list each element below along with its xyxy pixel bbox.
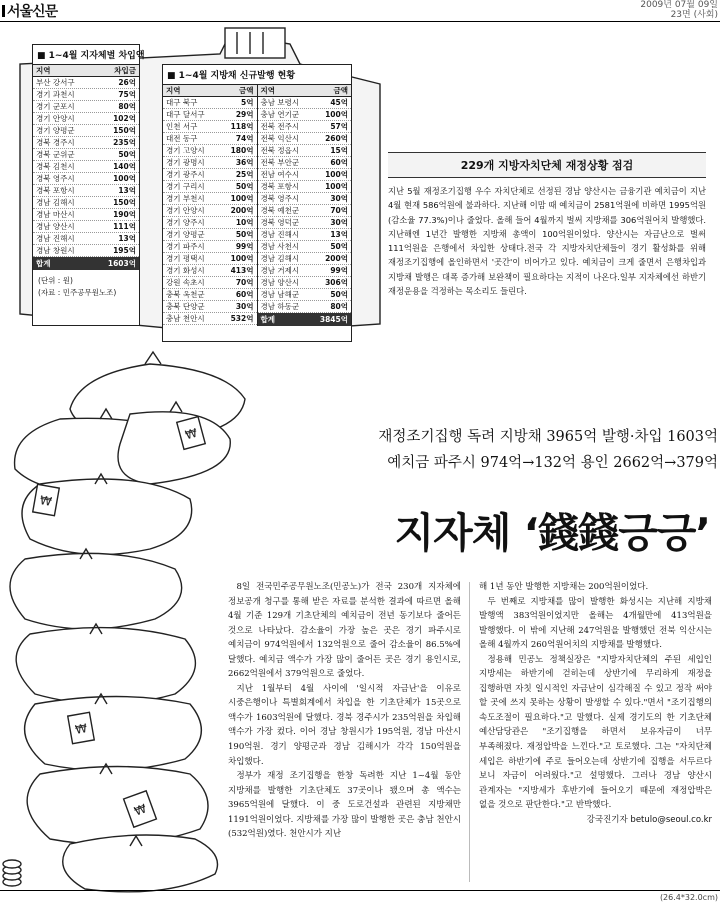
table-row [163, 229, 257, 241]
page-section: 23면 (사회) [670, 10, 718, 20]
amount-cell: 150억 [113, 198, 136, 207]
region-cell: 경기 구리시 [166, 182, 205, 191]
table-row [163, 205, 257, 217]
region-cell: 경북 영덕군 [260, 218, 300, 227]
region-cell: 부산 강서구 [36, 78, 75, 87]
amount-cell: 306억 [325, 278, 348, 287]
region-cell: 경남 김해시 [36, 198, 75, 207]
region-cell: 경기 광주시 [166, 170, 205, 179]
borrowing-table-total: 합계 1603억 [33, 257, 139, 270]
borrowing-table-rows [33, 77, 139, 257]
amount-cell: 200억 [325, 254, 348, 263]
table-row [258, 229, 352, 241]
table-row [33, 77, 139, 89]
region-cell: 충북 단양군 [166, 302, 205, 311]
table-row [163, 253, 257, 265]
table-row [258, 169, 352, 181]
borrowing-table-title: ■ 1~4월 지자체별 차입액 [37, 51, 145, 61]
region-cell: 전북 익산시 [260, 134, 300, 143]
region-cell: 경북 포항시 [260, 182, 300, 191]
table-row [163, 157, 257, 169]
amount-cell: 25억 [235, 170, 254, 179]
amount-cell: 50억 [330, 290, 348, 299]
region-cell: 경남 김해시 [260, 254, 300, 263]
amount-cell: 190억 [113, 210, 136, 219]
table-row [163, 241, 257, 253]
amount-cell: 10억 [235, 218, 254, 227]
table-row [33, 197, 139, 209]
article-paragraph: 정부가 재정 조기집행을 한창 독려한 지난 1~4월 동안 지방채를 발행한 기초단체도 37곳이나 됐으며 총 액수는 3965억원에 달했다. 이 중 도로건설과 관련된 지방채만 1191억원이었다. 지방채를 가장 많이 발행한 곳은 충남 천안시(532억원)였다. 천안시가 지난 [228, 771, 461, 840]
clipping-size: (26.4*32.0cm) [659, 893, 718, 902]
region-cell: 경남 사천시 [260, 242, 300, 251]
bond-table-total: 합계 3845억 [258, 313, 352, 326]
table-row [33, 113, 139, 125]
region-cell: 경남 진해시 [36, 234, 75, 243]
subheadlines [318, 424, 718, 476]
table-row [163, 109, 257, 121]
table-row [258, 205, 352, 217]
region-cell: 경남 양산시 [36, 222, 75, 231]
amount-cell: 15억 [330, 146, 348, 155]
table-row [258, 181, 352, 193]
amount-cell: 50억 [118, 150, 136, 159]
table-row [258, 121, 352, 133]
svg-text:₩: ₩ [132, 801, 149, 819]
amount-cell: 70억 [330, 206, 348, 215]
dateline [640, 0, 718, 20]
region-cell: 경기 안양시 [36, 114, 75, 123]
amount-cell: 13억 [118, 186, 136, 195]
amount-cell: 180억 [230, 146, 254, 155]
table-row [258, 301, 352, 313]
newspaper-logo [2, 1, 57, 21]
table-row [258, 193, 352, 205]
region-cell: 경기 고양시 [166, 146, 205, 155]
table-row [33, 221, 139, 233]
region-cell: 대구 북구 [166, 98, 198, 107]
table-row [258, 157, 352, 169]
amount-cell: 75억 [118, 90, 136, 99]
amount-cell: 260억 [325, 134, 348, 143]
table-row [33, 161, 139, 173]
deck-body: 지난 5월 재정조기집행 우수 자치단체로 선정된 경남 양산시는 금융기관 예치금이 지난 4월 현재 586억원에 불과하다. 지난해 이맘 때 예치금이 2581억원에 비하면 1995억원 (감소율 77.3%)이나 줄었다. 올해 들어 4월까지 벌써 지방채를 306억원어치 발행했다. 지난해엔 1년간 발행한 지방채 총액이 100억원이었다. 양산시는 자금난으로 벌써 111억원을 은행에서 차입한 상태다.전국 각 지방자치단체들이 경기 활성화를 위해 재정조기집행에 올인하면서 '곳간'이 비어가고 있다. 예치금이 크게 줄면서 은행차입과 지방채 발행은 대폭 증가해 보완책이 필요하다는 지적이 나온다.일부 지자체에선 하반기 재정운용을 걱정하는 목소리도 들린다. [388, 186, 706, 297]
masthead-divider [0, 21, 720, 22]
region-cell: 경북 예천군 [260, 206, 300, 215]
newspaper-name: 서울신문 [7, 4, 58, 20]
region-cell: 충남 천안시 [166, 314, 205, 323]
region-cell: 경남 하동군 [260, 302, 300, 311]
borrowing-table [32, 44, 145, 326]
region-cell: 전북 전주시 [260, 122, 300, 131]
region-cell: 경남 양산시 [260, 278, 300, 287]
table-row [33, 149, 139, 161]
table-row [163, 181, 257, 193]
region-cell: 전남 여수시 [260, 170, 300, 179]
svg-text:₩: ₩ [74, 721, 89, 737]
amount-cell: 30억 [235, 302, 254, 311]
table-row [258, 289, 352, 301]
article-paragraph: 지난 1월부터 4월 사이에 '일시적 자금난'을 이유로 시중은행이나 특별회계에서 차입을 한 기초단체가 15곳으로 액수가 1603억원에 달했다. 경북 경주시가 235억원을 차입해 액수가 가장 컸다. 이어 경남 창원시가 195억원, 경남 마산시 190억원. 경기 양평군과 경남 김해시가 각각 150억원을 차입했다. [228, 683, 461, 767]
amount-cell: 532억 [230, 314, 254, 323]
amount-cell: 100억 [325, 170, 348, 179]
article-paragraph: 두 번째로 지방채를 많이 발행한 화성시는 지난해 지방채 발행액 383억원이었지만 올해는 4개월만에 413억원을 발행했다. 이 밖에 지난해 247억원을 발행했던 전북 익산시는 올해 4월까지 260억원어치의 지방채를 발행했다. [479, 596, 712, 651]
amount-cell: 13억 [118, 234, 136, 243]
amount-cell: 74억 [235, 134, 254, 143]
region-cell: 경기 화성시 [166, 266, 205, 275]
region-cell: 경기 안양시 [166, 206, 205, 215]
article-paragraph: 해 1년 동안 발행한 지방채는 200억원이었다. [479, 582, 649, 592]
region-cell: 충남 연기군 [260, 110, 300, 119]
bond-issuance-table [162, 64, 352, 342]
table-row [33, 89, 139, 101]
bond-table-column-right [258, 97, 352, 313]
table-row [33, 125, 139, 137]
bond-table-title: ■ 1~4월 지방채 신규발행 현황 [167, 71, 296, 81]
table-row [163, 97, 257, 109]
region-cell: 강원 속초시 [166, 278, 205, 287]
region-cell: 경북 김천시 [36, 162, 75, 171]
amount-cell: 150억 [113, 126, 136, 135]
amount-cell: 100억 [230, 194, 254, 203]
table-row [258, 109, 352, 121]
bond-table-header-right: 지역 금액 [258, 84, 352, 97]
amount-cell: 80억 [118, 102, 136, 111]
amount-cell: 45억 [330, 98, 348, 107]
article-column-1 [228, 580, 461, 842]
amount-cell: 413억 [230, 266, 254, 275]
region-cell: 경기 평택시 [166, 254, 205, 263]
table-row [163, 217, 257, 229]
table-row [258, 277, 352, 289]
amount-cell: 118억 [230, 122, 254, 131]
amount-cell: 111억 [113, 222, 136, 231]
region-cell: 경기 군포시 [36, 102, 75, 111]
table-row [163, 313, 257, 325]
region-cell: 경남 진해시 [260, 230, 300, 239]
table-row [33, 245, 139, 257]
table-row [163, 169, 257, 181]
amount-cell: 102억 [113, 114, 136, 123]
amount-cell: 29억 [235, 110, 254, 119]
region-cell: 경북 경주시 [36, 138, 75, 147]
region-cell: 인천 서구 [166, 122, 198, 131]
amount-cell: 99억 [330, 266, 348, 275]
region-cell: 대전 동구 [166, 134, 198, 143]
region-cell: 경기 파주시 [166, 242, 205, 251]
bond-table-column-left [163, 97, 257, 325]
amount-cell: 140억 [113, 162, 136, 171]
svg-text:₩: ₩ [183, 425, 199, 443]
amount-cell: 60억 [235, 290, 254, 299]
table-row [33, 209, 139, 221]
amount-cell: 99억 [235, 242, 254, 251]
region-cell: 경남 거제시 [260, 266, 300, 275]
region-cell: 경북 군위군 [36, 150, 75, 159]
region-cell: 경북 포항시 [36, 186, 75, 195]
masthead [0, 0, 720, 20]
table-source-note: (자료 : 민주공무원노조) [38, 288, 117, 297]
amount-cell: 13억 [330, 230, 348, 239]
amount-cell: 30억 [330, 194, 348, 203]
svg-text:₩: ₩ [38, 493, 53, 509]
amount-cell: 50억 [235, 182, 254, 191]
table-row [33, 185, 139, 197]
byline: 강국진기자 betulo@seoul.co.kr [586, 814, 712, 825]
amount-cell: 50억 [235, 230, 254, 239]
amount-cell: 36억 [235, 158, 254, 167]
region-cell: 경남 남해군 [260, 290, 300, 299]
amount-cell: 100억 [325, 182, 348, 191]
amount-cell: 200억 [230, 206, 254, 215]
table-row [258, 241, 352, 253]
region-cell: 전북 부안군 [260, 158, 300, 167]
region-cell: 경북 영주시 [260, 194, 300, 203]
region-cell: 대구 달서구 [166, 110, 205, 119]
headline: 지자체 ‘錢錢긍긍’ [394, 509, 710, 557]
table-row [258, 253, 352, 265]
deck-box [388, 152, 706, 352]
column-rule [469, 582, 470, 882]
subheadline-2: 예치금 파주시 974억→132억 용인 2662억→379억 [387, 455, 718, 471]
table-row [258, 217, 352, 229]
region-cell: 경기 부천시 [166, 194, 205, 203]
amount-cell: 26억 [118, 78, 136, 87]
article-paragraph: 정용해 민공노 정책실장은 "지방자치단체의 주된 세입인 지방세는 하반기에 걷히는데 상반기에 무리하게 재정을 집행하면 자칫 일시적인 자금난이 심각해질 수 있고 정작 써야 할 곳에 쓰지 못하는 상황이 발생할 수 있다."면서 "조기집행의 속도조절이 필요하다."고 말했다. 실제 경기도의 한 기초단체 예산담당관은 "조기집행을 하면서 보유자금이 너무 부족해졌다. 재정압박을 느낀다."고 토로했다. 그는 "자치단체 세입은 하반기에 주로 들어오는데 상반기에 집행을 서두르다 보니 자금이 어려웠다."고 설명했다. 그러나 경남 양산시 관계자는 "지방세가 후반기에 들어오기 때문에 재정압박은 없을 것으로 판단한다."고 반박했다. [479, 654, 712, 811]
amount-cell: 100억 [113, 174, 136, 183]
amount-cell: 100억 [230, 254, 254, 263]
region-cell: 경남 마산시 [36, 210, 75, 219]
deck-title: 229개 지방자치단체 재정상황 점검 [388, 152, 706, 178]
table-row [258, 133, 352, 145]
table-row [33, 137, 139, 149]
table-row [163, 193, 257, 205]
amount-cell: 50억 [330, 242, 348, 251]
region-cell: 경기 양주시 [166, 218, 205, 227]
table-row [163, 301, 257, 313]
table-row [33, 173, 139, 185]
region-cell: 충북 옥천군 [166, 290, 205, 299]
amount-cell: 100억 [325, 110, 348, 119]
amount-cell: 70억 [235, 278, 254, 287]
amount-cell: 195억 [113, 246, 136, 255]
table-row [33, 101, 139, 113]
region-cell: 경기 양평군 [36, 126, 75, 135]
amount-cell: 235억 [113, 138, 136, 147]
region-cell: 경기 양평군 [166, 230, 205, 239]
table-row [258, 265, 352, 277]
table-row [258, 97, 352, 109]
region-cell: 충남 보령시 [260, 98, 300, 107]
article-paragraph: 8일 전국민주공무원노조(민공노)가 전국 230개 지자체에 정보공개 청구를 통해 받은 자료를 분석한 결과에 따르면 올해 4월 기준 129개 기초단체의 예치금이 전년 동기보다 줄어든 것으로 나타났다. 감소율이 가장 높은 곳은 경기 파주시로 예치금이 974억원에서 132억원으로 줄어 감소율이 86.5%에 달했다. 예치금 액수가 가장 많이 줄어든 곳은 경기 용인시로, 2662억원에서 379억원으로 줄었다. [228, 582, 461, 680]
region-cell: 경기 광명시 [166, 158, 205, 167]
table-row [163, 265, 257, 277]
amount-cell: 30억 [330, 218, 348, 227]
table-row [163, 121, 257, 133]
table-unit-note: (단위 : 원) [38, 276, 73, 285]
page-footer [0, 890, 720, 904]
amount-cell: 60억 [330, 158, 348, 167]
table-row [163, 145, 257, 157]
table-row [163, 289, 257, 301]
table-row [258, 145, 352, 157]
region-cell: 경기 과천시 [36, 90, 75, 99]
region-cell: 경북 영주시 [36, 174, 75, 183]
amount-cell: 80억 [330, 302, 348, 311]
region-cell: 경남 창원시 [36, 246, 75, 255]
table-row [33, 233, 139, 245]
amount-cell: 5억 [241, 98, 254, 107]
bond-table-header-left: 지역 금액 [163, 84, 257, 97]
subheadline-1: 재정조기집행 독려 지방채 3965억 발행·차입 1603억 [378, 429, 718, 445]
logo-mark [2, 5, 5, 17]
borrowing-table-header: 지역 차입금 [33, 64, 139, 77]
amount-cell: 57억 [330, 122, 348, 131]
publication-date: 2009년 07월 09일 [640, 0, 718, 10]
region-cell: 전북 정읍시 [260, 146, 300, 155]
table-row [163, 277, 257, 289]
table-row [163, 133, 257, 145]
article-column-2 [479, 580, 712, 827]
